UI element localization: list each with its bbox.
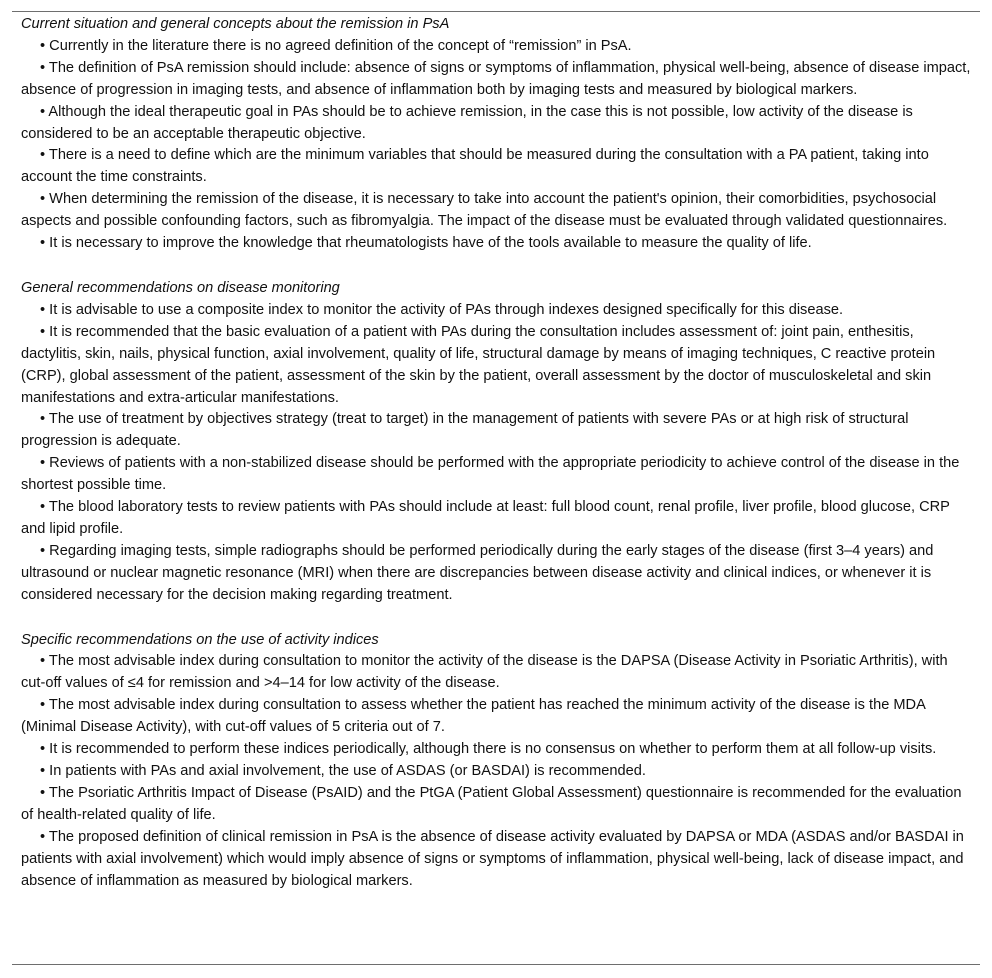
- list-item: • The most advisable index during consultation to assess whether the patient has reached the minimum activity of the disease is the MDA (Minimal Disease Activity), with cut-off values of 5 criteria out of 7.: [21, 697, 925, 736]
- list-item-text: The blood laboratory tests to review patients with PAs should include at least: full blood count, renal profile, liver profile, blood glucose, CRP and lipid profile.: [21, 499, 950, 537]
- list-item: • The blood laboratory tests to review patients with PAs should include at least: full blood count, renal profile, liver profile, blood glucose, CRP and lipid profile.: [21, 499, 950, 537]
- section-title: General recommendations on disease monitoring: [21, 279, 340, 296]
- list-item-text: The use of treatment by objectives strategy (treat to target) in the management of patients with severe PAs or at high risk of structural progression is adequate.: [21, 411, 909, 450]
- list-item: • The proposed definition of clinical remission in PsA is the absence of disease activity evaluated by DAPSA or MDA (ASDAS and/or BASDAI in patients with axial involvement) which would imply absence of signs or symptoms of inflammation, physical well-being, lack of disease impact, and absence of inflammation as measured by biological markers.: [21, 828, 964, 889]
- list-item-text: The Psoriatic Arthritis Impact of Disease (PsAID) and the PtGA (Patient Global Assessment) questionnaire is recommended for the evaluation of health-related quality of life.: [21, 784, 962, 823]
- list-item: • When determining the remission of the disease, it is necessary to take into account the patient's opinion, their comorbidities, psychosocial aspects and possible confounding factors, such as fibromyalgia. The impact of the disease must be evaluated through validated questionnaires.: [21, 191, 948, 230]
- list-item-text: It is recommended that the basic evaluation of a patient with PAs during the consultation includes assessment of: joint pain, enthesitis, dactylitis, skin, nails, physical function, axial involvement, quality of life, structural damage by means of imaging techniques, C reactive protein (CRP), global assessment of the patient, assessment of the skin by the patient, overall assessment by the doctor of musculoskeletal and skin manifestations and extra-articular manifestations.: [21, 323, 936, 406]
- section-disease-monitoring: [21, 278, 971, 607]
- list-item-text: Regarding imaging tests, simple radiographs should be performed periodically during the early stages of the disease (first 3–4 years) and ultrasound or nuclear magnetic resonance (MRI) when there are discrepancies between disease activity and clinical indices, or whenever it is considered necessary for the decision making regarding treatment.: [21, 542, 934, 603]
- section-title: Specific recommendations on the use of activity indices: [21, 631, 379, 648]
- list-item-text: It is recommended to perform these indices periodically, although there is no consensus on whether to perform them at all follow-up visits.: [49, 741, 937, 758]
- list-item: • The definition of PsA remission should include: absence of signs or symptoms of inflammation, physical well-being, absence of disease impact, absence of progression in imaging tests, and absence of inflammation both by imaging tests and measured by biological markers.: [21, 59, 971, 98]
- list-item-text: It is advisable to use a composite index to monitor the activity of PAs through indexes designed specifically for this disease.: [49, 301, 844, 318]
- list-item-text: The most advisable index during consultation to monitor the activity of the disease is the DAPSA (Disease Activity in Psoriatic Arthritis), with cut-off values of ≤4 for remission and >4–14 for low activity of the disease.: [21, 653, 948, 692]
- list-item: • It is necessary to improve the knowledge that rheumatologists have of the tools available to measure the quality of life.: [40, 235, 812, 252]
- list-item-text: The definition of PsA remission should include: absence of signs or symptoms of inflammation, physical well-being, absence of disease impact, absence of progression in imaging tests, and absence of inflammation both by imaging tests and measured by biological markers.: [21, 59, 971, 98]
- list-item: • Although the ideal therapeutic goal in PAs should be to achieve remission, in the case this is not possible, low activity of the disease is considered to be an acceptable therapeutic objective.: [21, 103, 913, 142]
- list-item-text: In patients with PAs and axial involvement, the use of ASDAS (or BASDAI) is recommended.: [49, 763, 646, 779]
- list-item-text: The most advisable index during consultation to assess whether the patient has reached the minimum activity of the disease is the MDA (Minimal Disease Activity), with cut-off values of 5 criteria out of 7.: [21, 697, 925, 736]
- list-item: • Regarding imaging tests, simple radiographs should be performed periodically during the early stages of the disease (first 3–4 years) and ultrasound or nuclear magnetic resonance (MRI) when there are discrepancies between disease activity and clinical indices, or whenever it is considered necessary for the decision making regarding treatment.: [21, 542, 934, 603]
- list-item: • Reviews of patients with a non-stabilized disease should be performed with the appropriate periodicity to achieve control of the disease in the shortest possible time.: [21, 455, 960, 494]
- section-remission-concepts: [21, 14, 971, 255]
- list-item: • It is recommended to perform these indices periodically, although there is no consensus on whether to perform them at all follow-up visits.: [40, 741, 937, 758]
- list-item-text: Reviews of patients with a non-stabilized disease should be performed with the appropriate periodicity to achieve control of the disease in the shortest possible time.: [21, 455, 960, 494]
- list-item: • In patients with PAs and axial involvement, the use of ASDAS (or BASDAI) is recommended.: [40, 763, 646, 779]
- list-item: • The use of treatment by objectives strategy (treat to target) in the management of patients with severe PAs or at high risk of structural progression is adequate.: [21, 411, 909, 450]
- list-item: • There is a need to define which are the minimum variables that should be measured during the consultation with a PA patient, taking into account the time constraints.: [21, 147, 929, 186]
- list-item-text: Currently in the literature there is no agreed definition of the concept of “remission” in PsA.: [49, 37, 632, 54]
- list-item-text: The proposed definition of clinical remission in PsA is the absence of disease activity evaluated by DAPSA or MDA (ASDAS and/or BASDAI in patients with axial involvement) which would imply absence of signs or symptoms of inflammation, physical well-being, lack of disease impact, and absence of inflammation as measured by biological markers.: [21, 828, 964, 889]
- list-item: • The Psoriatic Arthritis Impact of Disease (PsAID) and the PtGA (Patient Global Assessment) questionnaire is recommended for the evaluation of health-related quality of life.: [21, 784, 962, 823]
- list-item: • It is advisable to use a composite index to monitor the activity of PAs through indexes designed specifically for this disease.: [40, 301, 844, 318]
- list-item-text: Although the ideal therapeutic goal in PAs should be to achieve remission, in the case this is not possible, low activity of the disease is considered to be an acceptable therapeutic objective.: [21, 103, 913, 142]
- list-item: • Currently in the literature there is no agreed definition of the concept of “remission” in PsA.: [40, 37, 632, 54]
- section-activity-indices: [21, 630, 971, 893]
- list-item-text: When determining the remission of the disease, it is necessary to take into account the patient's opinion, their comorbidities, psychosocial aspects and possible confounding factors, such as fibromyalgia. The impact of the disease must be evaluated through validated questionnaires.: [21, 191, 948, 230]
- list-item-text: There is a need to define which are the minimum variables that should be measured during the consultation with a PA patient, taking into account the time constraints.: [21, 147, 929, 186]
- list-item: • It is recommended that the basic evaluation of a patient with PAs during the consultation includes assessment of: joint pain, enthesitis, dactylitis, skin, nails, physical function, axial involvement, quality of life, structural damage by means of imaging techniques, C reactive protein (CRP), global assessment of the patient, assessment of the skin by the patient, overall assessment by the doctor of musculoskeletal and skin manifestations and extra-articular manifestations.: [21, 323, 936, 406]
- recommendations-table: [12, 11, 980, 965]
- table-cell: [21, 14, 971, 892]
- section-title: Current situation and general concepts about the remission in PsA: [21, 16, 450, 32]
- list-item-text: It is necessary to improve the knowledge that rheumatologists have of the tools available to measure the quality of life.: [49, 235, 812, 252]
- list-item: • The most advisable index during consultation to monitor the activity of the disease is the DAPSA (Disease Activity in Psoriatic Arthritis), with cut-off values of ≤4 for remission and >4–14 for low activity of the disease.: [21, 653, 948, 692]
